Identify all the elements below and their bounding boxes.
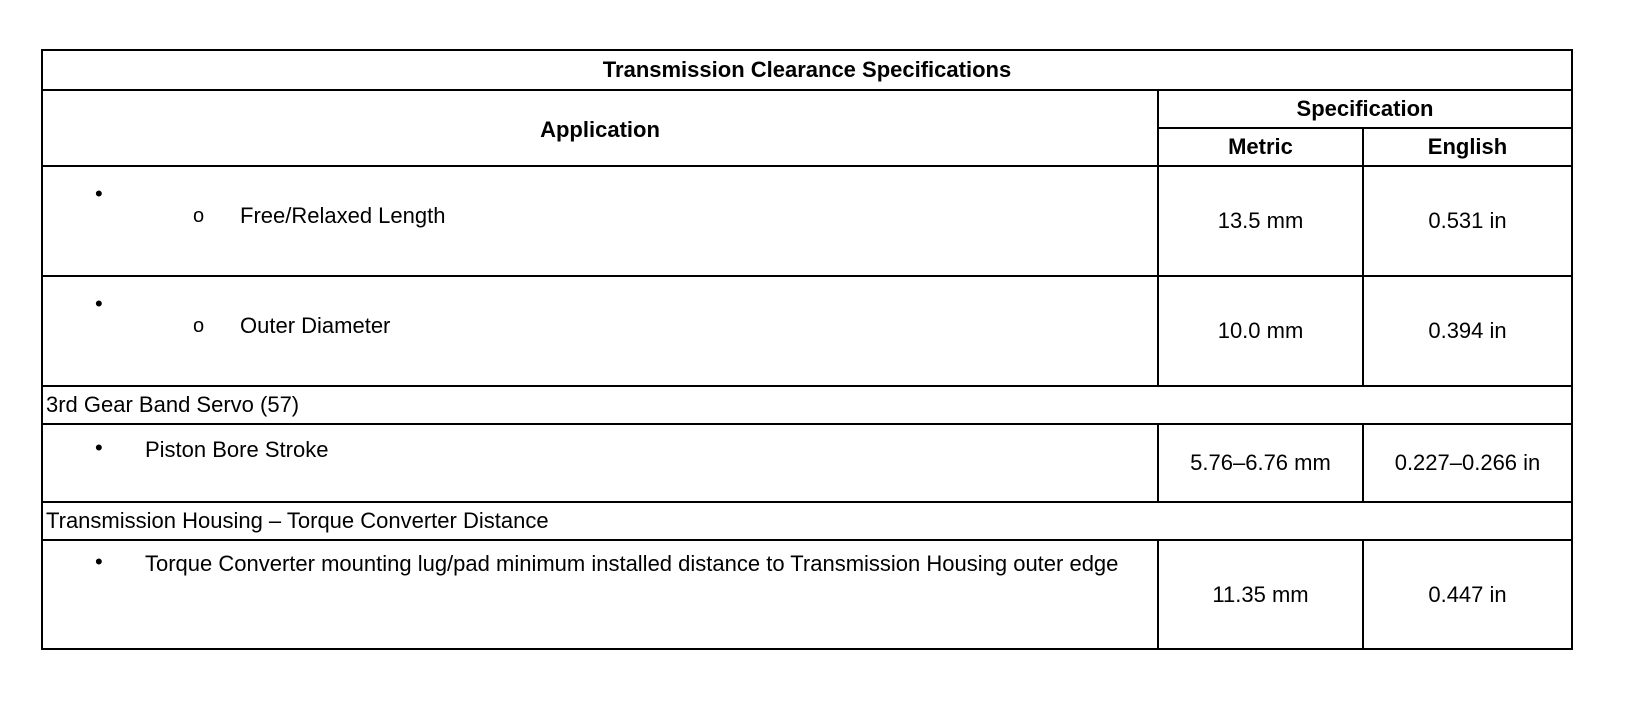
row-label: Outer Diameter	[240, 313, 391, 338]
table-title: Transmission Clearance Specifications	[42, 50, 1572, 90]
table-title-row	[42, 50, 1572, 90]
row-label: Free/Relaxed Length	[240, 203, 446, 228]
sub-bullet-icon: o	[193, 205, 205, 227]
sub-bullet-icon: o	[193, 315, 205, 337]
english-value: 0.394 in	[1363, 276, 1572, 386]
table-row	[42, 276, 1572, 386]
header-row-1	[42, 90, 1572, 128]
table-row	[42, 166, 1572, 276]
metric-value: 10.0 mm	[1158, 276, 1363, 386]
english-value: 0.227–0.266 in	[1363, 424, 1572, 502]
english-header: English	[1363, 128, 1572, 166]
english-value: 0.447 in	[1363, 540, 1572, 649]
metric-header: Metric	[1158, 128, 1363, 166]
row-label: Torque Converter mounting lug/pad minimum installed distance to Transmission Housing outer edge	[145, 551, 1119, 576]
application-cell	[42, 540, 1158, 649]
metric-value: 5.76–6.76 mm	[1158, 424, 1363, 502]
section-heading: Transmission Housing – Torque Converter Distance	[42, 502, 1572, 540]
metric-value: 13.5 mm	[1158, 166, 1363, 276]
application-cell	[42, 166, 1158, 276]
english-value: 0.531 in	[1363, 166, 1572, 276]
section-heading-row	[42, 386, 1572, 424]
table-row	[42, 424, 1572, 502]
application-header: Application	[42, 90, 1158, 166]
application-cell	[42, 424, 1158, 502]
transmission-clearance-table	[41, 49, 1573, 650]
specification-header: Specification	[1158, 90, 1572, 128]
metric-value: 11.35 mm	[1158, 540, 1363, 649]
section-heading: 3rd Gear Band Servo (57)	[42, 386, 1572, 424]
bullet-icon: •	[95, 549, 103, 574]
bullet-icon: •	[95, 291, 103, 316]
section-heading-row	[42, 502, 1572, 540]
bullet-icon: •	[95, 181, 103, 206]
table-row	[42, 540, 1572, 649]
row-label: Piston Bore Stroke	[145, 437, 329, 462]
application-cell	[42, 276, 1158, 386]
bullet-icon: •	[95, 435, 103, 460]
